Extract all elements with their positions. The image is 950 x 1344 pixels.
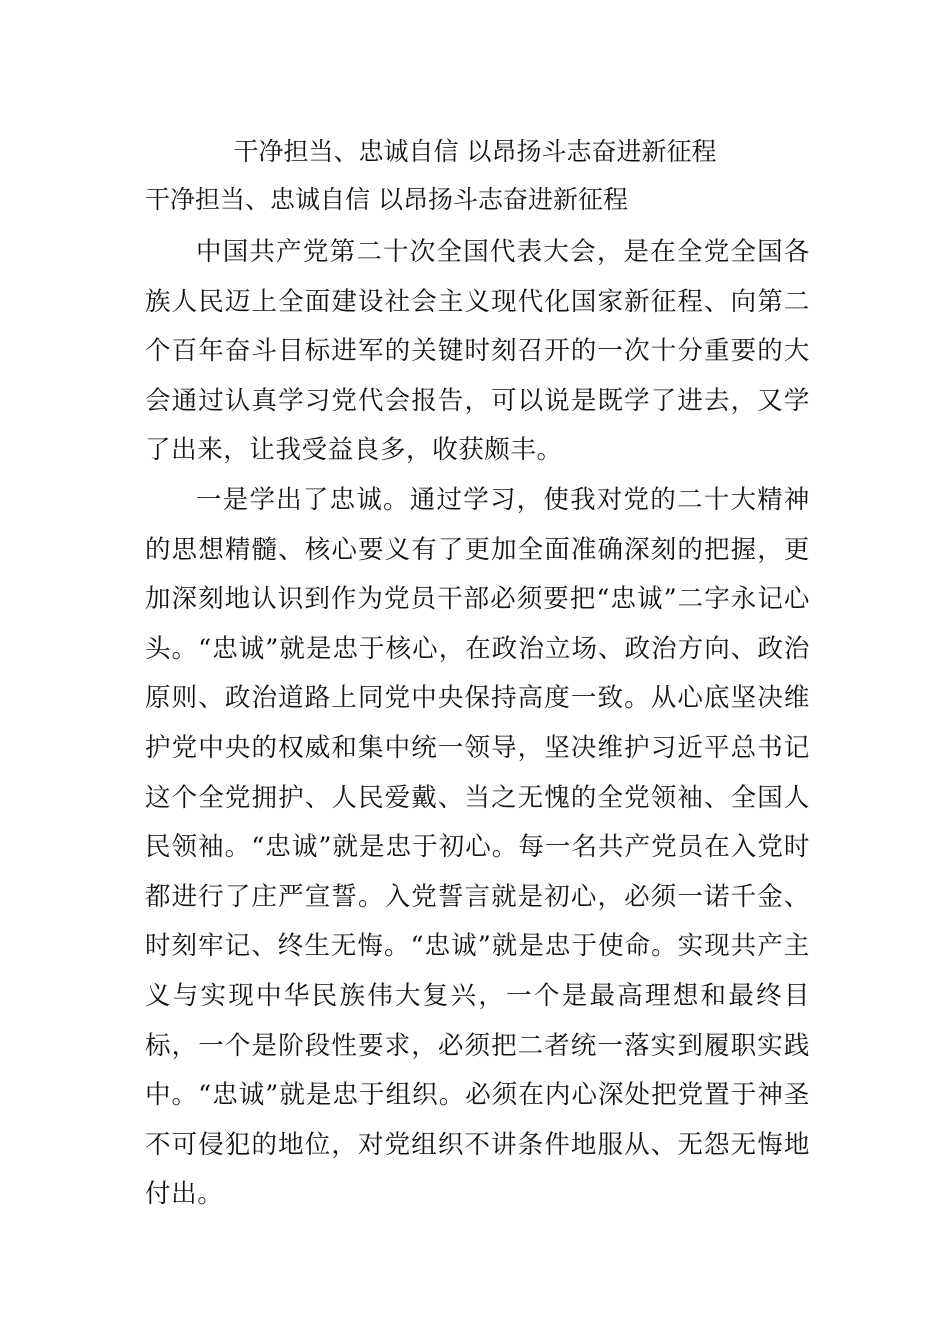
paragraph-loyalty: 一是学出了忠诚。通过学习，使我对党的二十大精神的思想精髓、核心要义有了更加全面准确深刻的把握，更加深刻地认识到作为党员干部必须要把“忠诚”二字永记心头。“忠诚”就是忠于核心，在政治立场、政治方向、政治原则、政治道路上同党中央保持高度一致。从心底坚决维护党中央的权威和集中统一领导，坚决维护习近平总书记这个全党拥护、人民爱戴、当之无愧的全党领袖、全国人民领袖。“忠诚”就是忠于初心。每一名共产党员在入党时都进行了庄严宣誓。入党誓言就是初心，必须一诺千金、时刻牢记、终生无悔。“忠诚”就是忠于使命。实现共产主义与实现中华民族伟大复兴，一个是最高理想和最终目标，一个是阶段性要求，必须把二者统一落实到履职实践中。“忠诚”就是忠于组织。必须在内心深处把党置于神圣不可侵犯的地位，对党组织不讲条件地服从、无怨无悔地付出。 bbox=[145, 484, 810, 1210]
document-title: 干净担当、忠诚自信 以昂扬斗志奋进新征程 bbox=[233, 137, 717, 166]
document-subtitle: 干净担当、忠诚自信 以昂扬斗志奋进新征程 bbox=[145, 185, 628, 214]
paragraph-intro: 中国共产党第二十次全国代表大会，是在全党全国各族人民迈上全面建设社会主义现代化国家新征程、向第二个百年奋斗目标进军的关键时刻召开的一次十分重要的大会通过认真学习党代会报告，可以说是既学了进去，又学了出来，让我受益良多，收获颇丰。 bbox=[145, 237, 810, 466]
document-body bbox=[145, 228, 810, 1220]
